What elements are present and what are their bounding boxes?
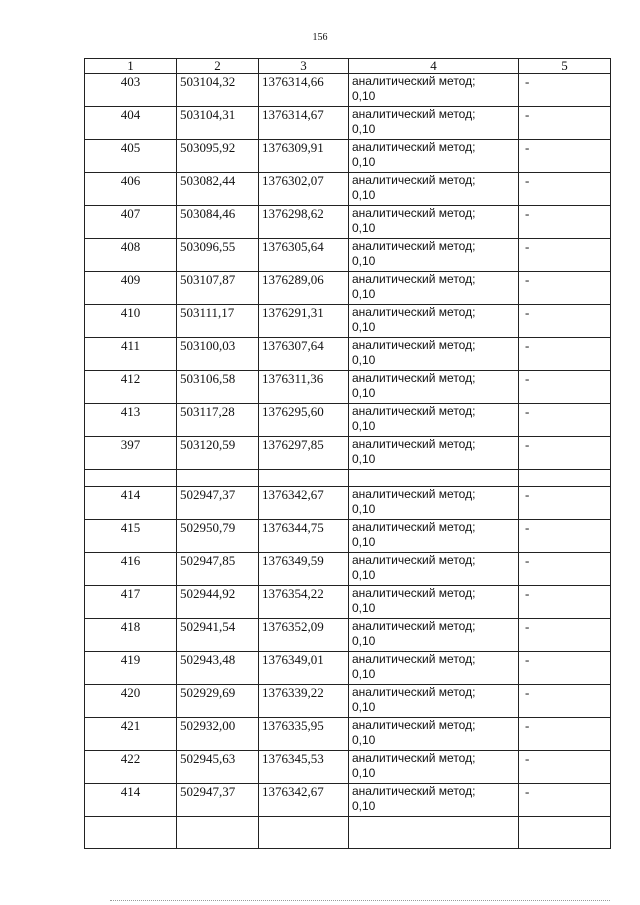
x-coordinate-cell: 502944,92	[177, 586, 259, 619]
table-row	[85, 619, 611, 652]
method-cell	[349, 437, 519, 470]
table-row	[85, 74, 611, 107]
y-coordinate-cell: 1376305,64	[259, 239, 349, 272]
method-cell	[349, 305, 519, 338]
method-accuracy: 0,10	[352, 535, 376, 549]
x-coordinate-cell: 502945,63	[177, 751, 259, 784]
y-coordinate-cell: 1376344,75	[259, 520, 349, 553]
point-number-cell: 404	[85, 107, 177, 140]
table-row	[85, 784, 611, 817]
y-coordinate-cell: 1376298,62	[259, 206, 349, 239]
note-cell: -	[519, 74, 611, 107]
method-label: аналитический метод;	[352, 107, 476, 121]
x-coordinate-cell: 503106,58	[177, 371, 259, 404]
point-number-cell: 422	[85, 751, 177, 784]
point-number-cell: 419	[85, 652, 177, 685]
table-row	[85, 652, 611, 685]
point-number-cell: 414	[85, 784, 177, 817]
x-coordinate-cell: 503104,31	[177, 107, 259, 140]
method-accuracy: 0,10	[352, 188, 376, 202]
method-cell	[349, 371, 519, 404]
y-coordinate-cell: 1376314,67	[259, 107, 349, 140]
x-coordinate-cell: 502947,85	[177, 553, 259, 586]
method-cell	[349, 553, 519, 586]
point-number-cell: 421	[85, 718, 177, 751]
method-cell	[349, 751, 519, 784]
method-label: аналитический метод;	[352, 140, 476, 154]
y-coordinate-cell: 1376352,09	[259, 619, 349, 652]
y-coordinate-cell: 1376311,36	[259, 371, 349, 404]
empty-row	[85, 817, 611, 849]
method-cell	[349, 173, 519, 206]
note-cell: -	[519, 371, 611, 404]
note-cell: -	[519, 784, 611, 817]
method-cell	[349, 140, 519, 173]
column-header-1: 1	[85, 59, 177, 74]
table-row	[85, 173, 611, 206]
method-accuracy: 0,10	[352, 122, 376, 136]
table-row	[85, 487, 611, 520]
y-coordinate-cell: 1376314,66	[259, 74, 349, 107]
x-coordinate-cell: 503111,17	[177, 305, 259, 338]
method-accuracy: 0,10	[352, 733, 376, 747]
table-row	[85, 206, 611, 239]
table-row	[85, 520, 611, 553]
note-cell: -	[519, 272, 611, 305]
y-coordinate-cell: 1376349,01	[259, 652, 349, 685]
point-number-cell: 408	[85, 239, 177, 272]
point-number-cell: 410	[85, 305, 177, 338]
method-label: аналитический метод;	[352, 173, 476, 187]
table-row	[85, 338, 611, 371]
x-coordinate-cell: 503120,59	[177, 437, 259, 470]
point-number-cell: 415	[85, 520, 177, 553]
y-coordinate-cell: 1376349,59	[259, 553, 349, 586]
method-accuracy: 0,10	[352, 667, 376, 681]
method-label: аналитический метод;	[352, 718, 476, 732]
note-cell: -	[519, 652, 611, 685]
x-coordinate-cell: 502941,54	[177, 619, 259, 652]
point-number-cell: 405	[85, 140, 177, 173]
method-cell	[349, 74, 519, 107]
table-row	[85, 718, 611, 751]
x-coordinate-cell: 502932,00	[177, 718, 259, 751]
empty-cell	[85, 817, 177, 849]
note-cell: -	[519, 520, 611, 553]
y-coordinate-cell: 1376297,85	[259, 437, 349, 470]
method-label: аналитический метод;	[352, 404, 476, 418]
note-cell: -	[519, 586, 611, 619]
table-row	[85, 404, 611, 437]
y-coordinate-cell: 1376295,60	[259, 404, 349, 437]
method-cell	[349, 652, 519, 685]
point-number-cell: 409	[85, 272, 177, 305]
x-coordinate-cell: 503096,55	[177, 239, 259, 272]
x-coordinate-cell: 503084,46	[177, 206, 259, 239]
method-label: аналитический метод;	[352, 553, 476, 567]
empty-cell	[177, 817, 259, 849]
method-accuracy: 0,10	[352, 419, 376, 433]
table-row	[85, 272, 611, 305]
table-header-row	[85, 59, 611, 74]
method-cell	[349, 272, 519, 305]
y-coordinate-cell: 1376354,22	[259, 586, 349, 619]
note-cell: -	[519, 437, 611, 470]
method-cell	[349, 619, 519, 652]
method-cell	[349, 520, 519, 553]
method-label: аналитический метод;	[352, 272, 476, 286]
point-number-cell: 414	[85, 487, 177, 520]
x-coordinate-cell: 502929,69	[177, 685, 259, 718]
y-coordinate-cell: 1376291,31	[259, 305, 349, 338]
point-number-cell: 406	[85, 173, 177, 206]
table-row	[85, 107, 611, 140]
column-header-4: 4	[349, 59, 519, 74]
x-coordinate-cell: 503104,32	[177, 74, 259, 107]
y-coordinate-cell: 1376339,22	[259, 685, 349, 718]
method-accuracy: 0,10	[352, 155, 376, 169]
method-accuracy: 0,10	[352, 452, 376, 466]
y-coordinate-cell: 1376309,91	[259, 140, 349, 173]
note-cell: -	[519, 619, 611, 652]
method-accuracy: 0,10	[352, 353, 376, 367]
note-cell: -	[519, 487, 611, 520]
table-row	[85, 751, 611, 784]
column-header-3: 3	[259, 59, 349, 74]
note-cell: -	[519, 206, 611, 239]
y-coordinate-cell: 1376289,06	[259, 272, 349, 305]
method-label: аналитический метод;	[352, 338, 476, 352]
table-row	[85, 239, 611, 272]
method-accuracy: 0,10	[352, 799, 376, 813]
x-coordinate-cell: 503095,92	[177, 140, 259, 173]
x-coordinate-cell: 502950,79	[177, 520, 259, 553]
method-cell	[349, 586, 519, 619]
method-accuracy: 0,10	[352, 320, 376, 334]
method-label: аналитический метод;	[352, 784, 476, 798]
method-cell	[349, 107, 519, 140]
empty-cell	[85, 470, 177, 487]
method-accuracy: 0,10	[352, 254, 376, 268]
method-accuracy: 0,10	[352, 766, 376, 780]
method-cell	[349, 784, 519, 817]
method-label: аналитический метод;	[352, 685, 476, 699]
note-cell: -	[519, 107, 611, 140]
y-coordinate-cell: 1376307,64	[259, 338, 349, 371]
point-number-cell: 407	[85, 206, 177, 239]
table-row	[85, 305, 611, 338]
point-number-cell: 412	[85, 371, 177, 404]
x-coordinate-cell: 503117,28	[177, 404, 259, 437]
method-label: аналитический метод;	[352, 206, 476, 220]
y-coordinate-cell: 1376302,07	[259, 173, 349, 206]
coordinates-table	[84, 58, 611, 849]
table-row	[85, 553, 611, 586]
separator-row	[85, 470, 611, 487]
note-cell: -	[519, 718, 611, 751]
point-number-cell: 418	[85, 619, 177, 652]
point-number-cell: 397	[85, 437, 177, 470]
note-cell: -	[519, 338, 611, 371]
method-label: аналитический метод;	[352, 74, 476, 88]
method-label: аналитический метод;	[352, 487, 476, 501]
note-cell: -	[519, 404, 611, 437]
method-label: аналитический метод;	[352, 371, 476, 385]
column-header-5: 5	[519, 59, 611, 74]
method-accuracy: 0,10	[352, 568, 376, 582]
empty-cell	[259, 817, 349, 849]
empty-cell	[349, 470, 519, 487]
method-cell	[349, 206, 519, 239]
x-coordinate-cell: 502947,37	[177, 487, 259, 520]
method-accuracy: 0,10	[352, 700, 376, 714]
table-row	[85, 371, 611, 404]
method-accuracy: 0,10	[352, 287, 376, 301]
page-number: 156	[312, 32, 328, 43]
point-number-cell: 403	[85, 74, 177, 107]
method-cell	[349, 338, 519, 371]
x-coordinate-cell: 502943,48	[177, 652, 259, 685]
method-accuracy: 0,10	[352, 502, 376, 516]
point-number-cell: 417	[85, 586, 177, 619]
method-accuracy: 0,10	[352, 634, 376, 648]
method-label: аналитический метод;	[352, 619, 476, 633]
table-row	[85, 437, 611, 470]
note-cell: -	[519, 173, 611, 206]
y-coordinate-cell: 1376345,53	[259, 751, 349, 784]
table-body	[85, 59, 611, 849]
note-cell: -	[519, 305, 611, 338]
x-coordinate-cell: 503107,87	[177, 272, 259, 305]
column-header-2: 2	[177, 59, 259, 74]
method-accuracy: 0,10	[352, 386, 376, 400]
table-row	[85, 685, 611, 718]
method-label: аналитический метод;	[352, 520, 476, 534]
empty-cell	[259, 470, 349, 487]
method-accuracy: 0,10	[352, 221, 376, 235]
point-number-cell: 413	[85, 404, 177, 437]
method-cell	[349, 404, 519, 437]
point-number-cell: 420	[85, 685, 177, 718]
method-label: аналитический метод;	[352, 437, 476, 451]
method-cell	[349, 685, 519, 718]
method-cell	[349, 239, 519, 272]
empty-cell	[519, 470, 611, 487]
note-cell: -	[519, 239, 611, 272]
method-label: аналитический метод;	[352, 751, 476, 765]
x-coordinate-cell: 502947,37	[177, 784, 259, 817]
point-number-cell: 411	[85, 338, 177, 371]
note-cell: -	[519, 140, 611, 173]
note-cell: -	[519, 751, 611, 784]
table-row	[85, 140, 611, 173]
note-cell: -	[519, 685, 611, 718]
empty-cell	[349, 817, 519, 849]
y-coordinate-cell: 1376342,67	[259, 784, 349, 817]
footer-divider	[110, 898, 610, 901]
note-cell: -	[519, 553, 611, 586]
method-label: аналитический метод;	[352, 239, 476, 253]
method-label: аналитический метод;	[352, 586, 476, 600]
method-cell	[349, 487, 519, 520]
empty-cell	[177, 470, 259, 487]
method-accuracy: 0,10	[352, 601, 376, 615]
x-coordinate-cell: 503100,03	[177, 338, 259, 371]
table-row	[85, 586, 611, 619]
y-coordinate-cell: 1376335,95	[259, 718, 349, 751]
method-label: аналитический метод;	[352, 652, 476, 666]
y-coordinate-cell: 1376342,67	[259, 487, 349, 520]
x-coordinate-cell: 503082,44	[177, 173, 259, 206]
empty-cell	[519, 817, 611, 849]
method-accuracy: 0,10	[352, 89, 376, 103]
method-label: аналитический метод;	[352, 305, 476, 319]
point-number-cell: 416	[85, 553, 177, 586]
method-cell	[349, 718, 519, 751]
